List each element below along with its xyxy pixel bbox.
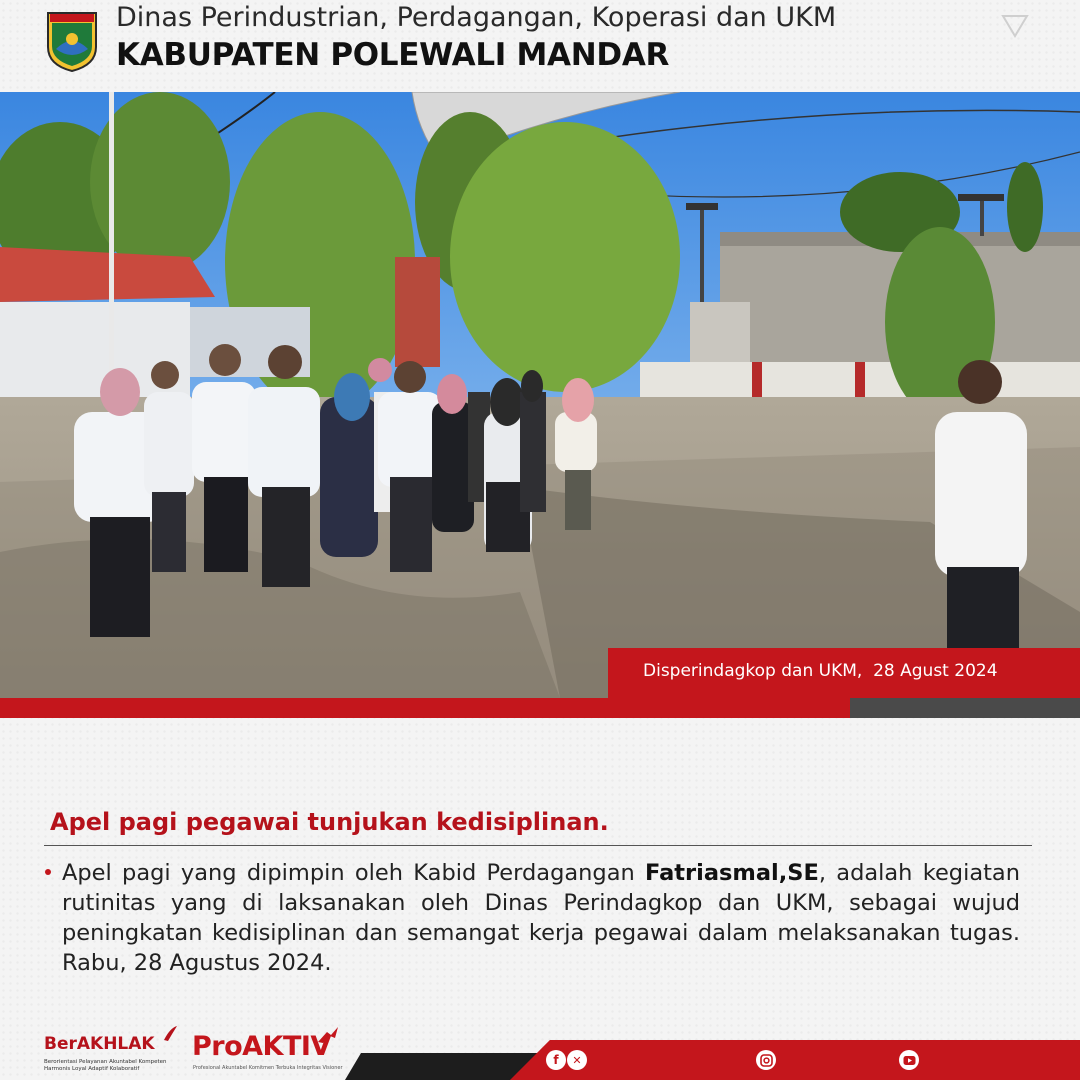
proaktiv-title: ProAKTIV [192, 1031, 331, 1062]
body-text-end: , adalah kegiatan rutinitas yang di laksanakan oleh Dinas Perindagkop dan UKM, sebagai wujud peningkatan kedisiplinan dan semangat kerja pegawai dalam melaksanakan tugas. Rabu, 28 Agustus 2024. [62, 860, 1020, 976]
dark-divider-bar [850, 698, 1080, 718]
article-headline: Apel pagi pegawai tunjukan kedisiplinan. [50, 808, 609, 836]
berakhlak-swoosh-icon [162, 1024, 178, 1042]
instagram-icon[interactable] [756, 1050, 776, 1070]
proaktiv-tagline: Profesional Akuntabel Komitmen Terbuka Integritas Visioner [193, 1065, 343, 1071]
agency-name: Dinas Perindustrian, Perdagangan, Koperasi dan UKM [116, 2, 837, 33]
youtube-icon[interactable] [899, 1050, 919, 1070]
header [0, 0, 1080, 92]
photo-caption: Disperindagkop dan UKM, 28 Agust 2024 [643, 661, 998, 681]
instagram-glyph [760, 1054, 773, 1067]
x-twitter-icon[interactable]: ✕ [567, 1050, 587, 1070]
photo-scene [0, 92, 1080, 698]
photo-caption-box [608, 648, 1080, 698]
bullet-icon [45, 869, 51, 875]
youtube-glyph [903, 1055, 916, 1066]
proaktiv-logo [192, 1024, 352, 1074]
triangle-decoration-icon [1001, 14, 1029, 38]
regency-crest-icon [44, 9, 100, 73]
berakhlak-logo [44, 1024, 184, 1074]
headline-rule [44, 845, 1032, 846]
facebook-icon[interactable]: f [546, 1050, 566, 1070]
leader-name: Fatriasmal,SE [645, 860, 819, 886]
article-body [62, 858, 1020, 978]
footer-red-band [510, 1040, 1080, 1080]
body-text-start: Apel pagi yang dipimpin oleh Kabid Perdagangan [62, 860, 646, 886]
berakhlak-tagline: Berorientasi Pelayanan Akuntabel Kompeten Harmonis Loyal Adaptif Kolaboratif [44, 1059, 167, 1072]
berakhlak-title: BerAKHLAK [44, 1034, 155, 1054]
event-photo [0, 92, 1080, 698]
red-divider-bar [0, 698, 850, 718]
region-name: KABUPATEN POLEWALI MANDAR [116, 37, 670, 73]
